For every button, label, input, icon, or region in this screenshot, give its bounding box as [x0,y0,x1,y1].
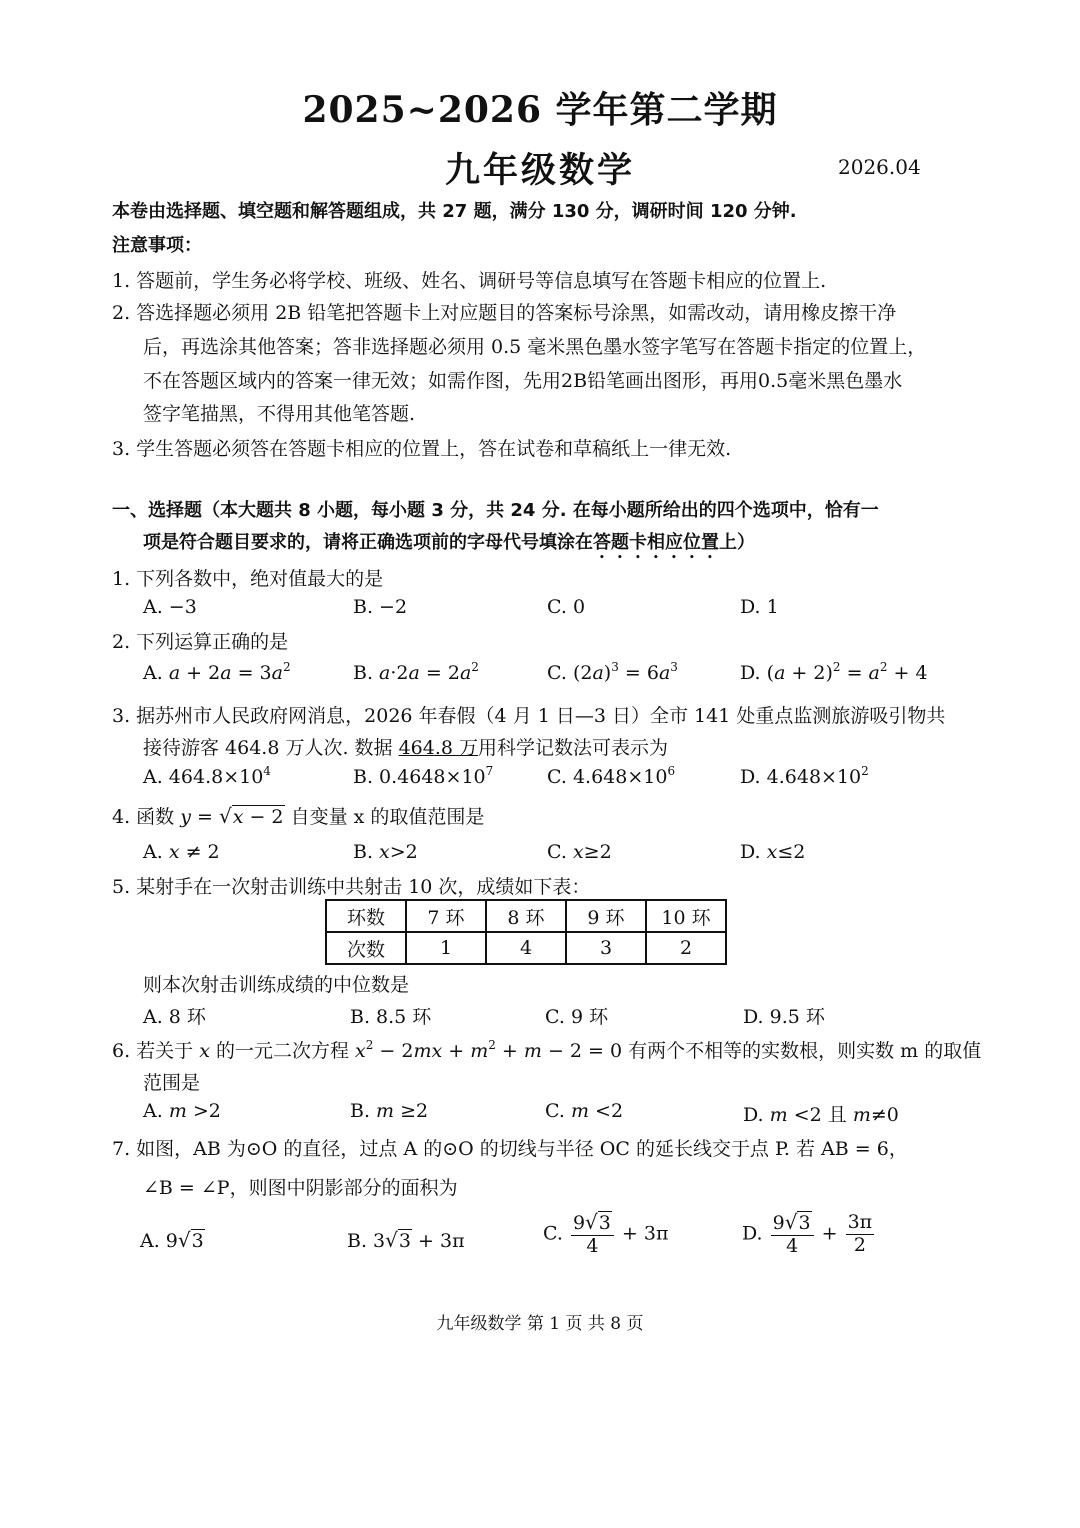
exam-title-term: 2025~2026 学年第二学期 [302,89,778,131]
question-3-stem-continued: 接待游客 464.8 万人次. 数据 464.8 万用科学记数法可表示为 [143,737,669,759]
question-6-stem-continued: 范围是 [143,1072,201,1094]
question-3-option-a: A. $464.8\times 10^4$ [143,764,271,788]
question-7-stem-continued: ∠B = ∠P，则图中阴影部分的面积为 [143,1177,458,1199]
question-3-option-d: D. $4.648\times 10^2$ [740,764,869,788]
table-header-cell: 8 环 [486,900,566,932]
question-7-option-a: A. 9√3 [140,1228,204,1252]
question-7-stem: 7. 如图，AB 为⊙O 的直径，过点 A 的⊙O 的切线与半径 OC 的延长线交于点 P. 若 AB = 6， [112,1138,908,1160]
section-heading-continued: 项是符合题目要求的，请将正确选项前的字母代号填涂在答题卡相应位置上） [143,532,755,553]
question-6-option-b: B. m ≥2 [350,1100,429,1122]
question-7-option-d: D. $\frac{9√3}{4}$ + $\frac{3\pi}{2}$ [742,1210,873,1257]
exam-date: 2026.04 [838,155,921,179]
question-2-option-c: C. $(2a)^3 = 6a^3$ [547,660,678,684]
question-4-option-a: A. x ≠ 2 [143,841,220,863]
table-header-cell: 7 环 [406,900,486,932]
question-3-stem: 3. 据苏州市人民政府网消息，2026 年春假（4 月 1 日—3 日）全市 141 处重点监测旅游吸引物共 [112,705,946,727]
question-1-option-d: D. 1 [740,596,779,618]
question-2-option-b: B. $a\cdot 2a = 2a^2$ [353,660,479,684]
table-cell: 次数 [326,932,406,964]
table-cell: 1 [406,932,486,964]
question-2-stem: 2. 下列运算正确的是 [112,631,289,653]
notice-title: 注意事项： [112,235,202,256]
question-5-option-b: B. 8.5 环 [350,1006,432,1028]
table-row [326,900,726,932]
question-4-stem: 4. 函数 y = √x − 2 自变量 x 的取值范围是 [112,804,485,828]
question-6-option-a: A. m >2 [143,1100,221,1122]
exam-intro: 本卷由选择题、填空题和解答题组成，共 27 题，满分 130 分，调研时间 120 分钟. [112,201,797,222]
question-5-option-a: A. 8 环 [143,1006,206,1028]
underlined-number: 464.8 万 [398,737,479,759]
table-header-cell: 环数 [326,900,406,932]
question-5-option-d: D. 9.5 环 [743,1006,825,1028]
question-6-option-c: C. m <2 [545,1100,624,1122]
notice-item-continued: 后，再选涂其他答案；答非选择题必须用 0.5 毫米黑色墨水签字笔写在答题卡指定的位置上， [143,336,927,358]
emphasis-text: 答题卡相应位置 [593,532,719,553]
question-1-stem: 1. 下列各数中，绝对值最大的是 [112,568,384,590]
question-1-option-a: A. −3 [143,596,197,618]
table-cell: 3 [566,932,646,964]
question-4-option-d: D. x≤2 [740,841,806,863]
page-footer: 九年级数学 第 1 页 共 8 页 [436,1314,644,1334]
question-2-option-a: A. $a + 2a = 3a^2$ [143,660,291,684]
score-table [325,899,727,965]
table-header-cell: 10 环 [646,900,726,932]
question-7-option-b: B. 3√3 + 3π [347,1228,465,1252]
question-4-option-b: B. x>2 [353,841,418,863]
exam-title-subject: 九年级数学 [444,150,635,191]
question-1-option-c: C. 0 [547,596,586,618]
question-6-stem: 6. 若关于 x 的一元二次方程 $x^2 - 2mx + m^2 + m - 2 = 0$ 有两个不相等的实数根，则实数 m 的取值 [112,1038,982,1062]
question-5-stem: 5. 某射手在一次射击训练中共射击 10 次，成绩如下表： [112,876,591,898]
question-3-option-b: B. $0.4648\times 10^7$ [353,764,494,788]
notice-item: 1. 答题前，学生务必将学校、班级、姓名、调研号等信息填写在答题卡相应的位置上. [112,270,827,292]
notice-item-continued: 签字笔描黑，不得用其他笔答题. [143,403,416,425]
question-5-option-c: C. 9 环 [545,1006,609,1028]
question-4-option-c: C. x≥2 [547,841,612,863]
question-5-question: 则本次射击训练成绩的中位数是 [143,974,410,996]
notice-item-continued: 不在答题区域内的答案一律无效；如需作图，先用2B铅笔画出图形，再用0.5毫米黑色墨水 [143,370,903,392]
question-6-option-d: D. m <2 且 m≠0 [743,1104,899,1126]
notice-item: 3. 学生答题必须答在答题卡相应的位置上，答在试卷和草稿纸上一律无效. [112,438,732,460]
notice-item: 2. 答选择题必须用 2B 铅笔把答题卡上对应题目的答案标号涂黑，如需改动，请用橡皮擦干净 [112,302,897,324]
table-header-cell: 9 环 [566,900,646,932]
question-3-option-c: C. $4.648\times 10^6$ [547,764,676,788]
table-cell: 4 [486,932,566,964]
table-row [326,932,726,964]
section-heading: 一、选择题（本大题共 8 小题，每小题 3 分，共 24 分. 在每小题所给出的四个选项中，恰有一 [112,500,879,521]
question-7-option-c: C. $\frac{9√3}{4}$ + 3π [543,1210,669,1257]
table-cell: 2 [646,932,726,964]
question-2-option-d: D. $(a + 2)^2 = a^2 + 4$ [740,660,928,684]
question-1-option-b: B. −2 [353,596,408,618]
